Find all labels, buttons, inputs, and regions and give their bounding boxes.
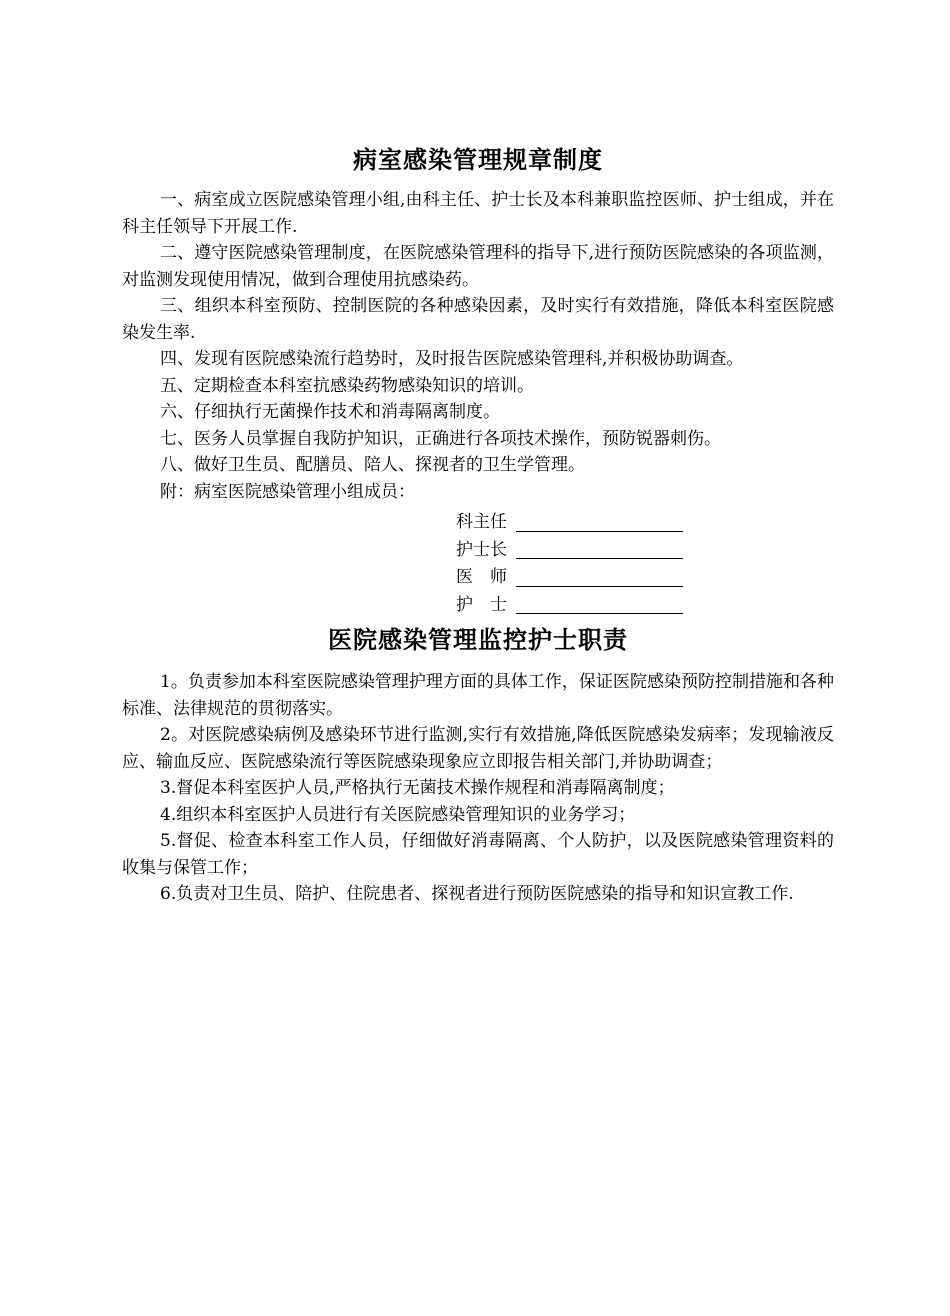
member-label: 科主任 bbox=[456, 512, 507, 532]
rule-paragraph-3: 三、组织本科室预防、控制医院的各种感染因素，及时实行有效措施，降低本科室医院感染发生率. bbox=[122, 296, 834, 343]
duty-paragraph-5: 5.督促、检查本科室工作人员，仔细做好消毒隔离、个人防护，以及医院感染管理资料的收集与保管工作； bbox=[122, 831, 834, 878]
signature-blank-line bbox=[516, 566, 683, 587]
duty-paragraph-6: 6.负责对卫生员、陪护、住院患者、探视者进行预防医院感染的指导和知识宣教工作. bbox=[160, 884, 794, 904]
duty-paragraph-2: 2。对医院感染病例及感染环节进行监测,实行有效措施,降低医院感染发病率；发现输液反应、输血反应、医院感染流行等医院感染现象应立即报告相关部门,并协助调查； bbox=[122, 725, 834, 772]
duty-paragraph-1: 1。负责参加本科室医院感染管理护理方面的具体工作，保证医院感染预防控制措施和各种标准、法律规范的贯彻落实。 bbox=[122, 672, 834, 719]
section-infection-rules bbox=[122, 187, 834, 505]
member-row-nurse bbox=[456, 592, 696, 620]
rule-paragraph-7: 七、医务人员掌握自我防护知识，正确进行各项技术操作，预防锐器刺伤。 bbox=[160, 428, 721, 449]
section-title-nurse-duties: 医院感染管理监控护士职责 bbox=[328, 626, 628, 654]
section-title-infection-rules: 病室感染管理规章制度 bbox=[353, 146, 603, 174]
rule-paragraph-4: 四、发现有医院感染流行趋势时，及时报告医院感染管理科,并积极协助调查。 bbox=[160, 349, 744, 369]
signature-blank-line bbox=[516, 538, 683, 559]
member-row-department-head bbox=[456, 509, 696, 537]
rule-paragraph-6: 六、仔细执行无菌操作技术和消毒隔离制度。 bbox=[160, 402, 500, 422]
member-label: 护士长 bbox=[456, 539, 507, 560]
signature-blank-line bbox=[516, 511, 683, 532]
member-label: 医 师 bbox=[456, 567, 507, 587]
section-nurse-duties bbox=[122, 669, 834, 908]
duty-paragraph-3: 3.督促本科室医护人员,严格执行无菌技术操作规程和消毒隔离制度； bbox=[160, 778, 675, 798]
appendix-members-heading: 附：病室医院感染管理小组成员： bbox=[160, 481, 415, 502]
rule-paragraph-2: 二、遵守医院感染管理制度，在医院感染管理科的指导下,进行预防医院感染的各项监测，对监测发现使用情况，做到合理使用抗感染药。 bbox=[122, 243, 834, 290]
rule-paragraph-5: 五、定期检查本科室抗感染药物感染知识的培训。 bbox=[160, 375, 534, 396]
rule-paragraph-1: 一、病室成立医院感染管理小组,由科主任、护士长及本科兼职监控医师、护士组成，并在科主任领导下开展工作. bbox=[122, 190, 834, 237]
member-row-head-nurse bbox=[456, 537, 696, 565]
signature-blank-line bbox=[516, 593, 683, 614]
members-signature-block bbox=[456, 509, 696, 619]
member-label: 护 士 bbox=[456, 594, 507, 615]
rule-paragraph-8: 八、做好卫生员、配膳员、陪人、探视者的卫生学管理。 bbox=[160, 455, 585, 475]
duty-paragraph-4: 4.组织本科室医护人员进行有关医院感染管理知识的业务学习； bbox=[160, 804, 636, 825]
member-row-physician bbox=[456, 564, 696, 592]
